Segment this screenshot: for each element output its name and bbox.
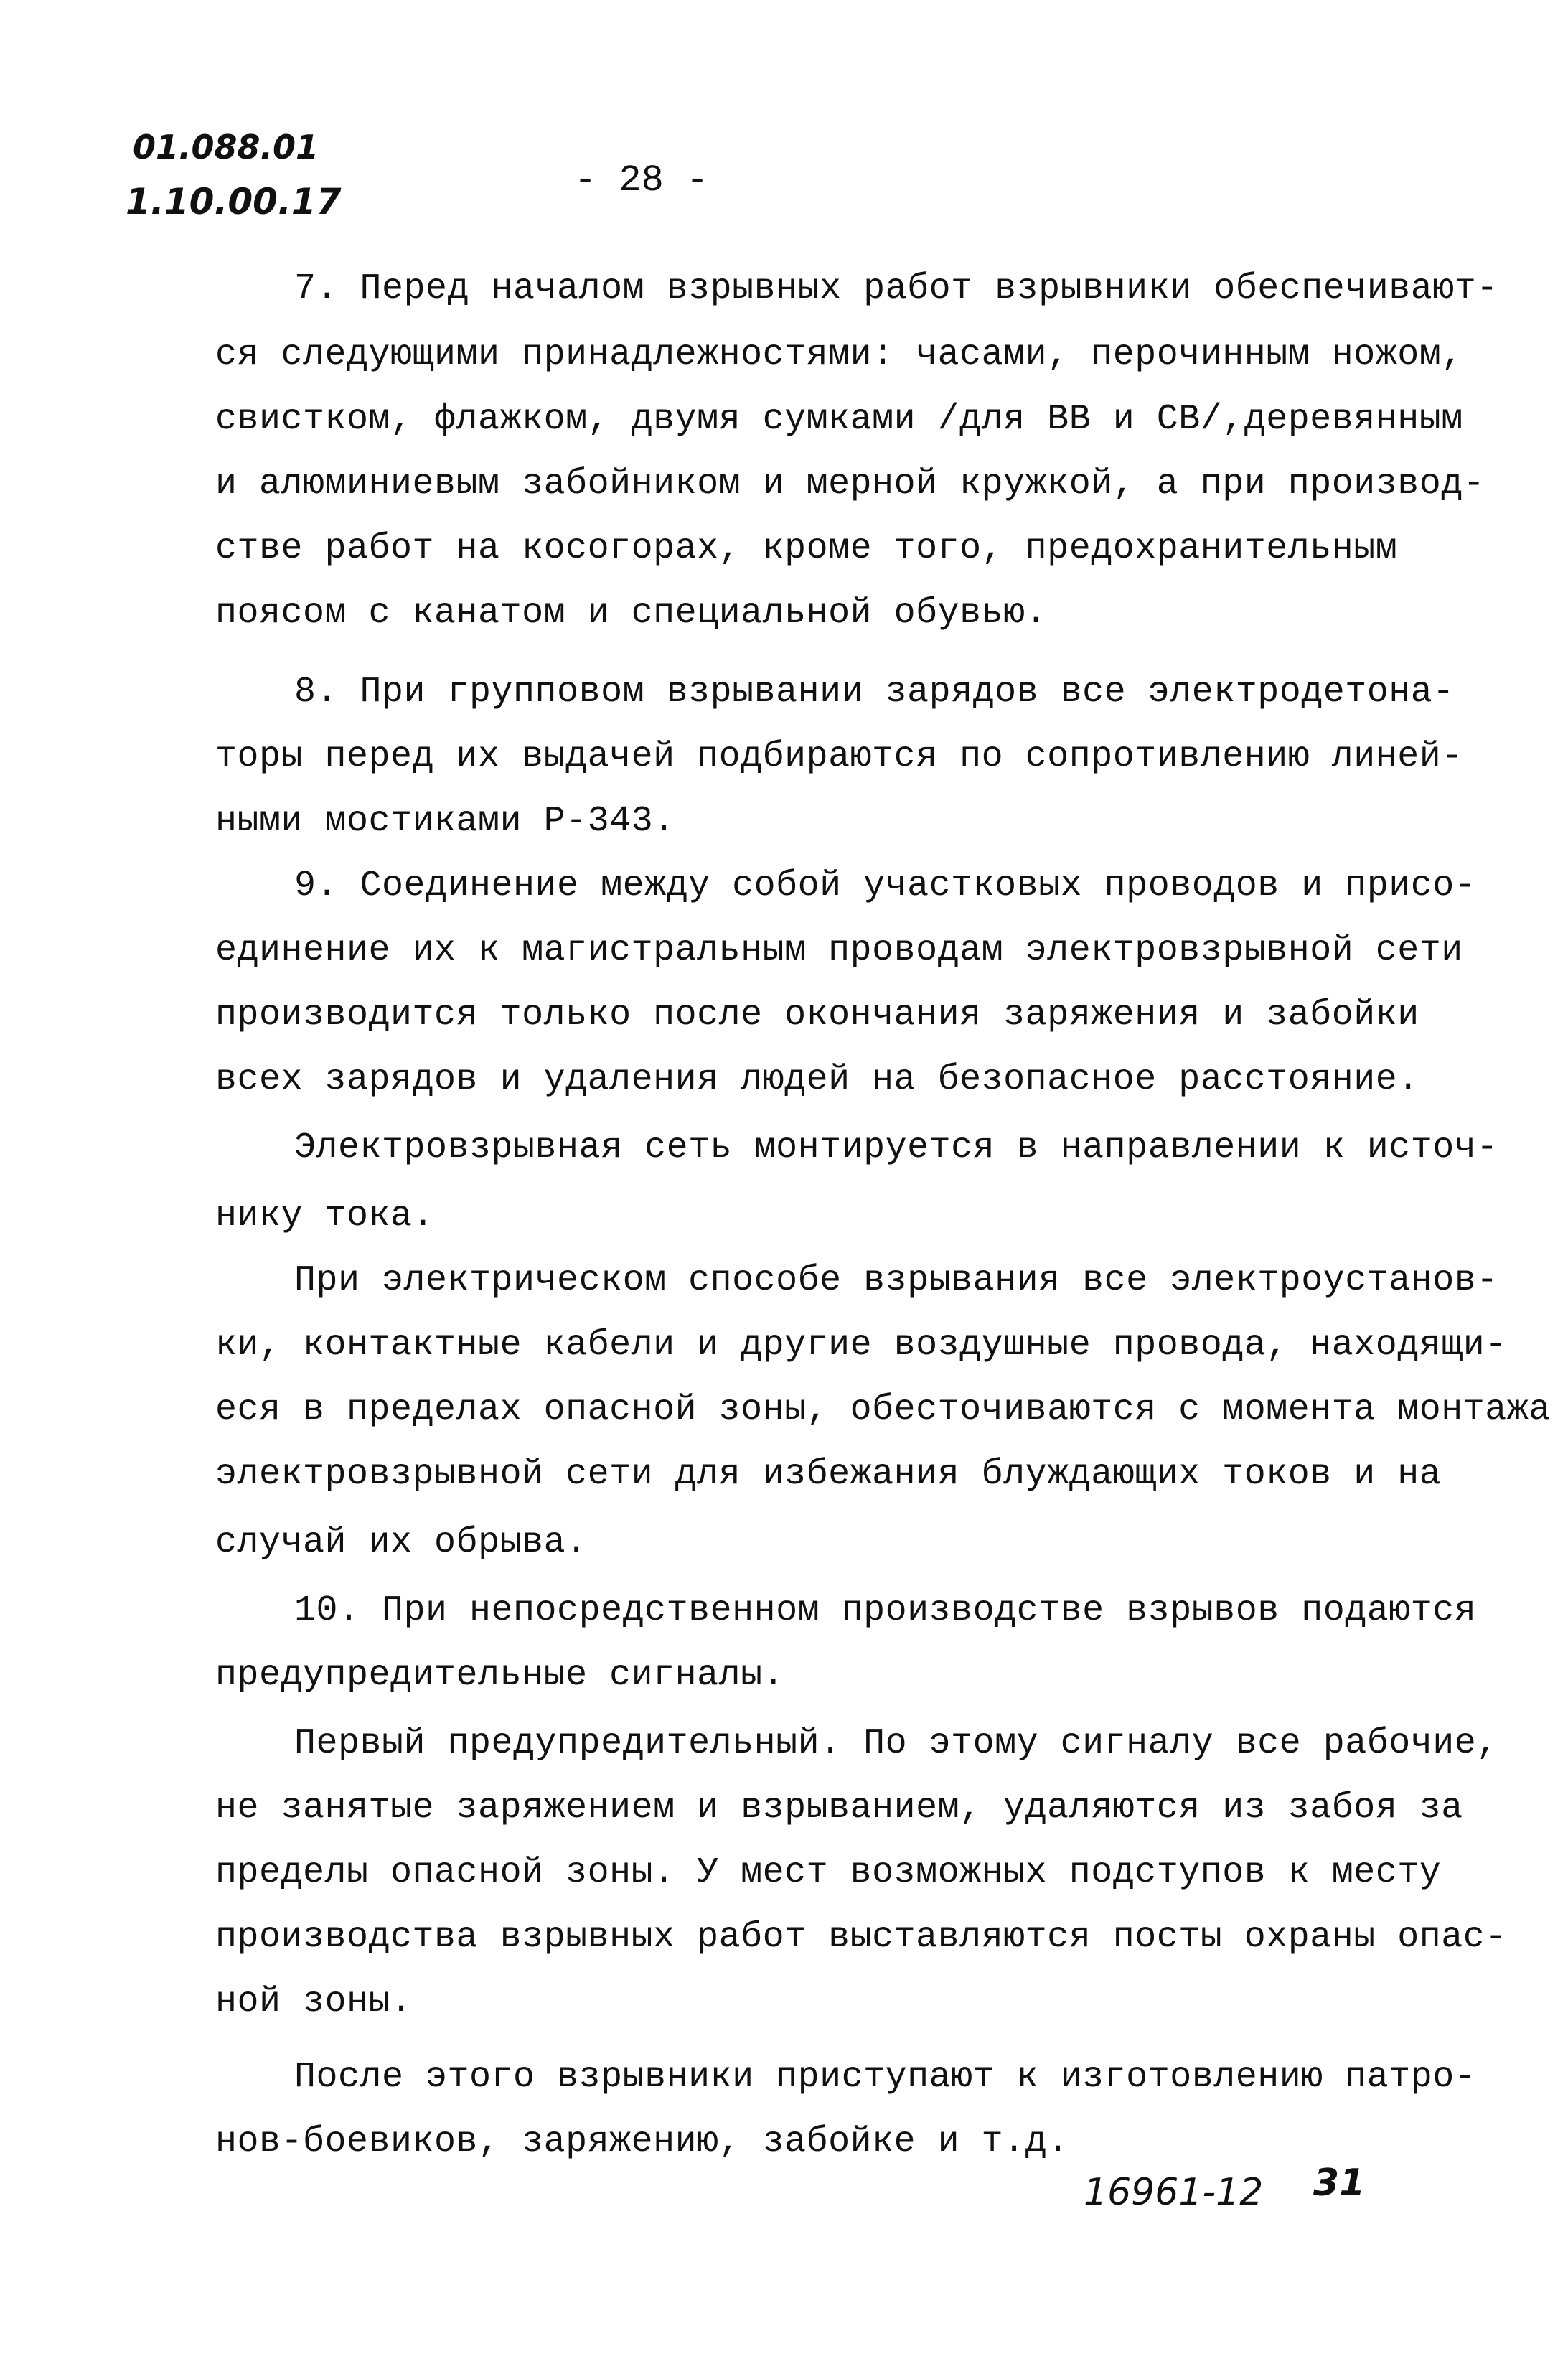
text-line: 10. При непосредственном производстве взрывов подаются	[294, 1590, 1477, 1631]
text-line: Электровзрывная сеть монтируется в направлении к источ-	[294, 1127, 1498, 1168]
text-line: нов-боевиков, заряжению, забойке и т.д.	[215, 2121, 1069, 2162]
text-line: всех зарядов и удаления людей на безопасное расстояние.	[215, 1059, 1419, 1100]
text-line: ся следующими принадлежностями: часами, перочинным ножом,	[215, 334, 1463, 375]
text-line: При электрическом способе взрывания все электроустанов-	[294, 1260, 1498, 1301]
page-number: - 28 -	[574, 159, 709, 202]
text-line: единение их к магистральным проводам электровзрывной сети	[215, 930, 1463, 971]
text-line: электровзрывной сети для избежания блуждающих токов и на	[215, 1454, 1442, 1495]
text-line: стве работ на косогорах, кроме того, предохранительным	[215, 528, 1398, 569]
text-line: не занятые заряжением и взрыванием, удаляются из забоя за	[215, 1788, 1463, 1829]
text-line: ными мостиками Р-343.	[215, 801, 675, 842]
text-line: торы перед их выдачей подбираются по сопротивлению линей-	[215, 736, 1463, 777]
text-line: 7. Перед началом взрывных работ взрывники обеспечивают-	[294, 268, 1498, 309]
text-line: производится только после окончания заряжения и забойки	[215, 995, 1419, 1036]
text-line: нику тока.	[215, 1196, 435, 1237]
doc-stamp-number: 1.10.00.17	[126, 181, 342, 222]
text-line: производства взрывных работ выставляются посты охраны опас-	[215, 1917, 1507, 1958]
text-line: случай их обрыва.	[215, 1522, 588, 1563]
text-line: поясом с канатом и специальной обувью.	[215, 593, 1048, 634]
text-line: предупредительные сигналы.	[215, 1655, 785, 1696]
doc-stamp-code: 01.088.01	[133, 128, 319, 166]
document-code: 16961-12	[1084, 2171, 1264, 2214]
text-line: пределы опасной зоны. У мест возможных подступов к месту	[215, 1852, 1442, 1893]
sheet-number: 31	[1313, 2162, 1366, 2205]
text-line: ной зоны.	[215, 1981, 413, 2022]
text-line: еся в пределах опасной зоны, обесточиваются с момента монтажа	[215, 1389, 1551, 1430]
text-line: После этого взрывники приступают к изготовлению патро-	[294, 2057, 1477, 2098]
text-line: 8. При групповом взрывании зарядов все электродетона-	[294, 672, 1455, 713]
text-line: свистком, флажком, двумя сумками /для ВВ и СВ/,деревянным	[215, 399, 1463, 440]
text-line: ки, контактные кабели и другие воздушные провода, находящи-	[215, 1325, 1507, 1366]
text-line: и алюминиевым забойником и мерной кружкой, а при производ-	[215, 464, 1485, 505]
text-line: Первый предупредительный. По этому сигналу все рабочие,	[294, 1723, 1498, 1764]
text-line: 9. Соединение между собой участковых проводов и присо-	[294, 865, 1477, 906]
